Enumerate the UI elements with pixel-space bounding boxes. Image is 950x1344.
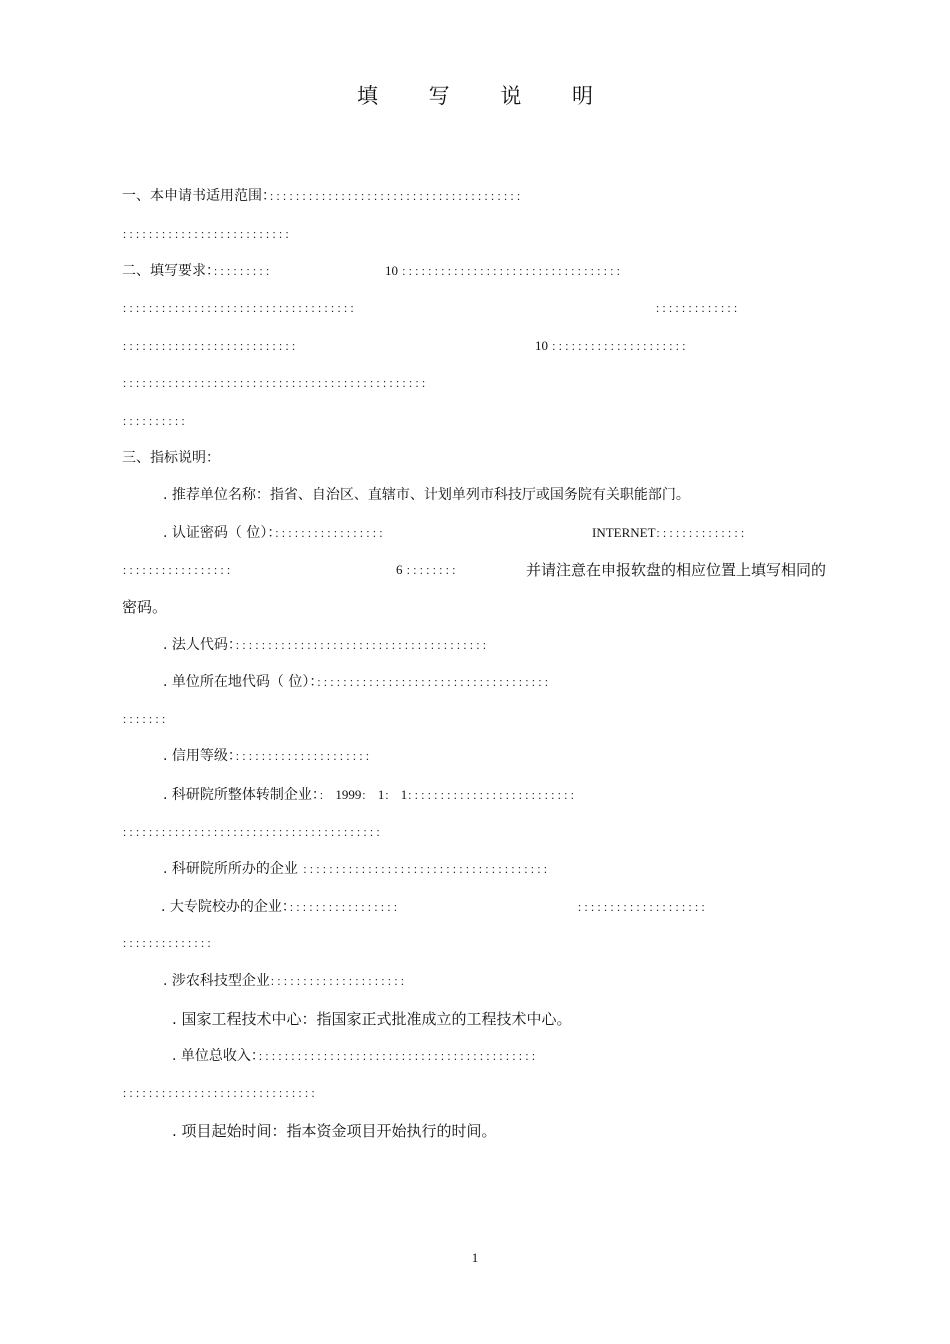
document-title: 填 写 说 明 bbox=[356, 84, 616, 108]
item-national-engineering-center: . 国家工程技术中心：指国家正式批准成立的工程技术中心。 bbox=[172, 1010, 572, 1028]
item-filler: ： bbox=[361, 789, 374, 802]
item-auth-password-end: 密码。 bbox=[122, 598, 168, 616]
item-auth-password-note: 并请注意在申报软盘的相应位置上填写相同的 bbox=[526, 561, 827, 579]
item-location-code bbox=[163, 672, 556, 693]
section2-line1 bbox=[122, 261, 277, 282]
number-text: 6 bbox=[396, 562, 403, 577]
item-label: . 涉农科技型企业 bbox=[163, 973, 270, 989]
item-label: . 单位所在地代码（ 位）： bbox=[163, 674, 317, 690]
day-text: 1 bbox=[400, 787, 408, 802]
section2-filler: ：：：：：：：：：： bbox=[122, 415, 193, 428]
item-auth-password bbox=[163, 523, 390, 544]
item-filler: ：：：：：：：：：：：：：：：：：：：：： bbox=[269, 975, 412, 988]
item-agri-tech bbox=[163, 971, 412, 992]
section2-filler: ：：：：：：：：： bbox=[213, 265, 277, 278]
item-legal-code bbox=[163, 635, 494, 656]
section1-heading: 一、本申请书适用范围： bbox=[122, 188, 269, 204]
section2-line3-number bbox=[535, 336, 693, 357]
item-filler: ：：：：：：：：：：：：：：：：：：：：：：：：：：：：：：：：：：：：：：： bbox=[234, 639, 494, 652]
item-total-revenue bbox=[172, 1046, 543, 1067]
item-filler: ：：：：：：：：：：：：：： bbox=[122, 937, 219, 950]
item-filler: ：：：：：：：：：：：：：：：：：：：：：：：：：：：：：：：：：：：：：： bbox=[302, 863, 555, 876]
item-location-code-line2 bbox=[122, 709, 173, 730]
item-label: . 法人代码： bbox=[163, 637, 235, 653]
item-filler: ：：：：：：：：：：：：：：：：：：：：： bbox=[234, 750, 377, 763]
item-filler: ：：：：：：： bbox=[122, 713, 173, 726]
section1-filler: ：：：：：：：：：：：：：：：：：：：：：：：：：：：：：：：：：：：：：：： bbox=[269, 190, 528, 203]
section1-filler: ：：：：：：：：：：：：：：：：：：：：：：：：：： bbox=[122, 228, 297, 241]
internet-text: INTERNET bbox=[592, 525, 656, 540]
item-auth-password-number bbox=[396, 560, 463, 581]
item-research-institute-run bbox=[163, 859, 555, 880]
item-recommending-unit: . 推荐单位名称：指省、自治区、直辖市、计划单列市科技厅或国务院有关职能部门。 bbox=[163, 487, 690, 503]
item-university-run-line2 bbox=[122, 933, 219, 954]
item-filler: ：：：：：：：：：：：：：：：：：：：：：：：：：：：：：：：：：：：：：：：：：：： bbox=[257, 1050, 543, 1063]
item-label: . 信用等级： bbox=[163, 748, 235, 764]
item-filler: ：：：：：：：：：：：：：： bbox=[655, 527, 753, 540]
item-research-institute-transformed-line2 bbox=[122, 822, 388, 843]
item-research-institute-transformed bbox=[163, 785, 582, 806]
item-filler: ： bbox=[384, 789, 397, 802]
section2-filler: ：：：：：：：：：：：：：：：：：：：：：：：：：：：：：：：：：：：：：：：：：：：：：：： bbox=[122, 377, 433, 390]
number-text: 10 bbox=[535, 338, 548, 353]
section1-line2 bbox=[122, 224, 297, 245]
item-university-run bbox=[161, 897, 405, 918]
item-filler: ：：：：：：：：：：：：：：：：：：：：：：：：：： bbox=[407, 789, 582, 802]
section1-line1 bbox=[122, 186, 528, 207]
number-text: 10 bbox=[385, 263, 398, 278]
section2-line4 bbox=[122, 373, 433, 394]
item-filler: ：：：：：：：： bbox=[405, 564, 464, 577]
item-filler: ：：：：：：：：：：：：：：：：： bbox=[122, 564, 238, 577]
item-filler: ：：：：：：：：：：：：：：：：：：：：：：：：：：：：：： bbox=[122, 1087, 323, 1100]
section2-filler: ：：：：：：：：：：：：：：：：：：：：：：：：：：：：：：：：：：：： bbox=[122, 302, 362, 315]
item-label: . 大专院校办的企业： bbox=[161, 899, 289, 915]
section2-line2-right bbox=[655, 298, 745, 319]
section2-line3 bbox=[122, 336, 303, 357]
section2-filler: ：：：：：：：：：：：：： bbox=[655, 302, 745, 315]
section2-filler: ：：：：：：：：：：：：：：：：：：：：：：：：：：： bbox=[122, 340, 303, 353]
section3-heading: 三、指标说明： bbox=[122, 450, 220, 466]
item-filler: ：：：：：：：：：：：：：：：：： bbox=[288, 901, 405, 914]
item-filler: ： bbox=[318, 789, 331, 802]
item-label: . 认证密码（ 位）： bbox=[163, 525, 275, 541]
section2-filler: ：：：：：：：：：：：：：：：：：：：：： bbox=[551, 340, 694, 353]
item-auth-password-internet bbox=[592, 523, 752, 544]
item-filler: ：：：：：：：：：：：：：：：：： bbox=[274, 527, 391, 540]
section2-line2 bbox=[122, 298, 362, 319]
item-project-start-time: . 项目起始时间：指本资金项目开始执行的时间。 bbox=[172, 1122, 497, 1140]
page-number: 1 bbox=[471, 1250, 479, 1265]
section2-heading: 二、填写要求： bbox=[122, 263, 213, 279]
item-auth-password-line2 bbox=[122, 560, 238, 581]
item-label: . 科研院所整体转制企业： bbox=[163, 787, 319, 803]
item-filler: ：：：：：：：：：：：：：：：：：：：：：：：：：：：：：：：：：：：：：：：： bbox=[122, 826, 388, 839]
item-filler: ：：：：：：：：：：：：：：：：：：：：：：：：：：：：：：：：：：：： bbox=[316, 676, 556, 689]
item-filler: ：：：：：：：：：：：：：：：：：：：： bbox=[577, 901, 713, 914]
month-text: 1 bbox=[377, 787, 385, 802]
item-university-run-right bbox=[577, 897, 713, 918]
section2-line1-number bbox=[385, 261, 628, 282]
year-text: 1999 bbox=[335, 787, 362, 802]
item-total-revenue-line2 bbox=[122, 1083, 323, 1104]
section2-filler: ：：：：：：：：：：：：：：：：：：：：：：：：：：：：：：：：：： bbox=[401, 265, 628, 278]
item-credit-rating bbox=[163, 746, 377, 767]
section2-line5 bbox=[122, 411, 193, 432]
item-label: . 科研院所所办的企业 bbox=[163, 861, 298, 877]
item-label: . 单位总收入： bbox=[172, 1048, 258, 1064]
